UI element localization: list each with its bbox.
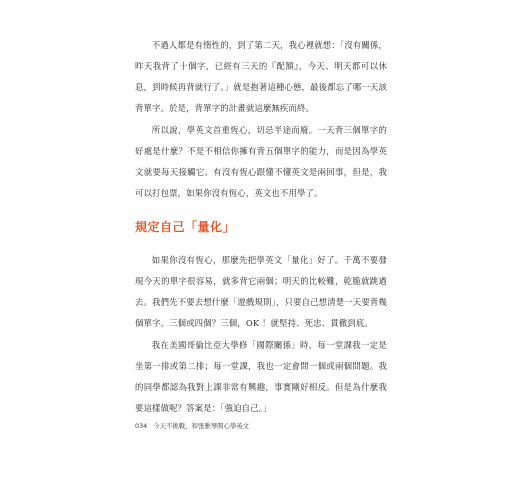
paragraph: 所以說，學英文首重恆心，切忌半途而廢。一天背三個單字的好處是什麼？不是不相信你擁有背五個單字的能力，而是因為學英文就要每天接觸它。有沒有恆心跟懂不懂英文是兩回事，但是，我可以打包票，如果你沒有恆心，英文也不用學了。: [135, 125, 387, 198]
paragraph: 不過人都是有惰性的，到了第二天，我心裡就想：「沒有關係，昨天我背了十個字，已經有三天的『配額』，今天、明天都可以休息，到時候再背就行了。」就是抱著這種心態，最後都忘了哪一天該背單字。於是，背單字的計畫就這麼無疾而終。: [135, 40, 387, 113]
paragraph: 我在美國哥倫比亞大學修「國際關係」時，每一堂課我一定是坐第一排或第二排；每一堂課，我也一定會問一個或兩個問題。我的同學都認為我對上課非常有興趣，事實剛好相反。但是為什麼我要這樣做呢？答案是：「強迫自己。」: [135, 340, 387, 413]
body-text: [135, 35, 387, 419]
page-number: 034: [135, 422, 148, 430]
book-title: 今天不挑戰，和張雅琴開心學英文: [153, 422, 250, 430]
section-heading: 規定自己「量化」: [135, 220, 236, 234]
page-footer: [135, 421, 249, 431]
paragraph: 如果你沒有恆心，那麼先把學英文「量化」好了。千萬不要發現今天的單字很容易，就多背它兩個；明天的比較難，乾脆就跳過去。我們先不要去想什麼「遊戲規則」，只要自己想清楚一天要背幾個單字。三個或四個？三個，OK ！就堅持、死忠、貫徹到底。: [135, 255, 387, 328]
